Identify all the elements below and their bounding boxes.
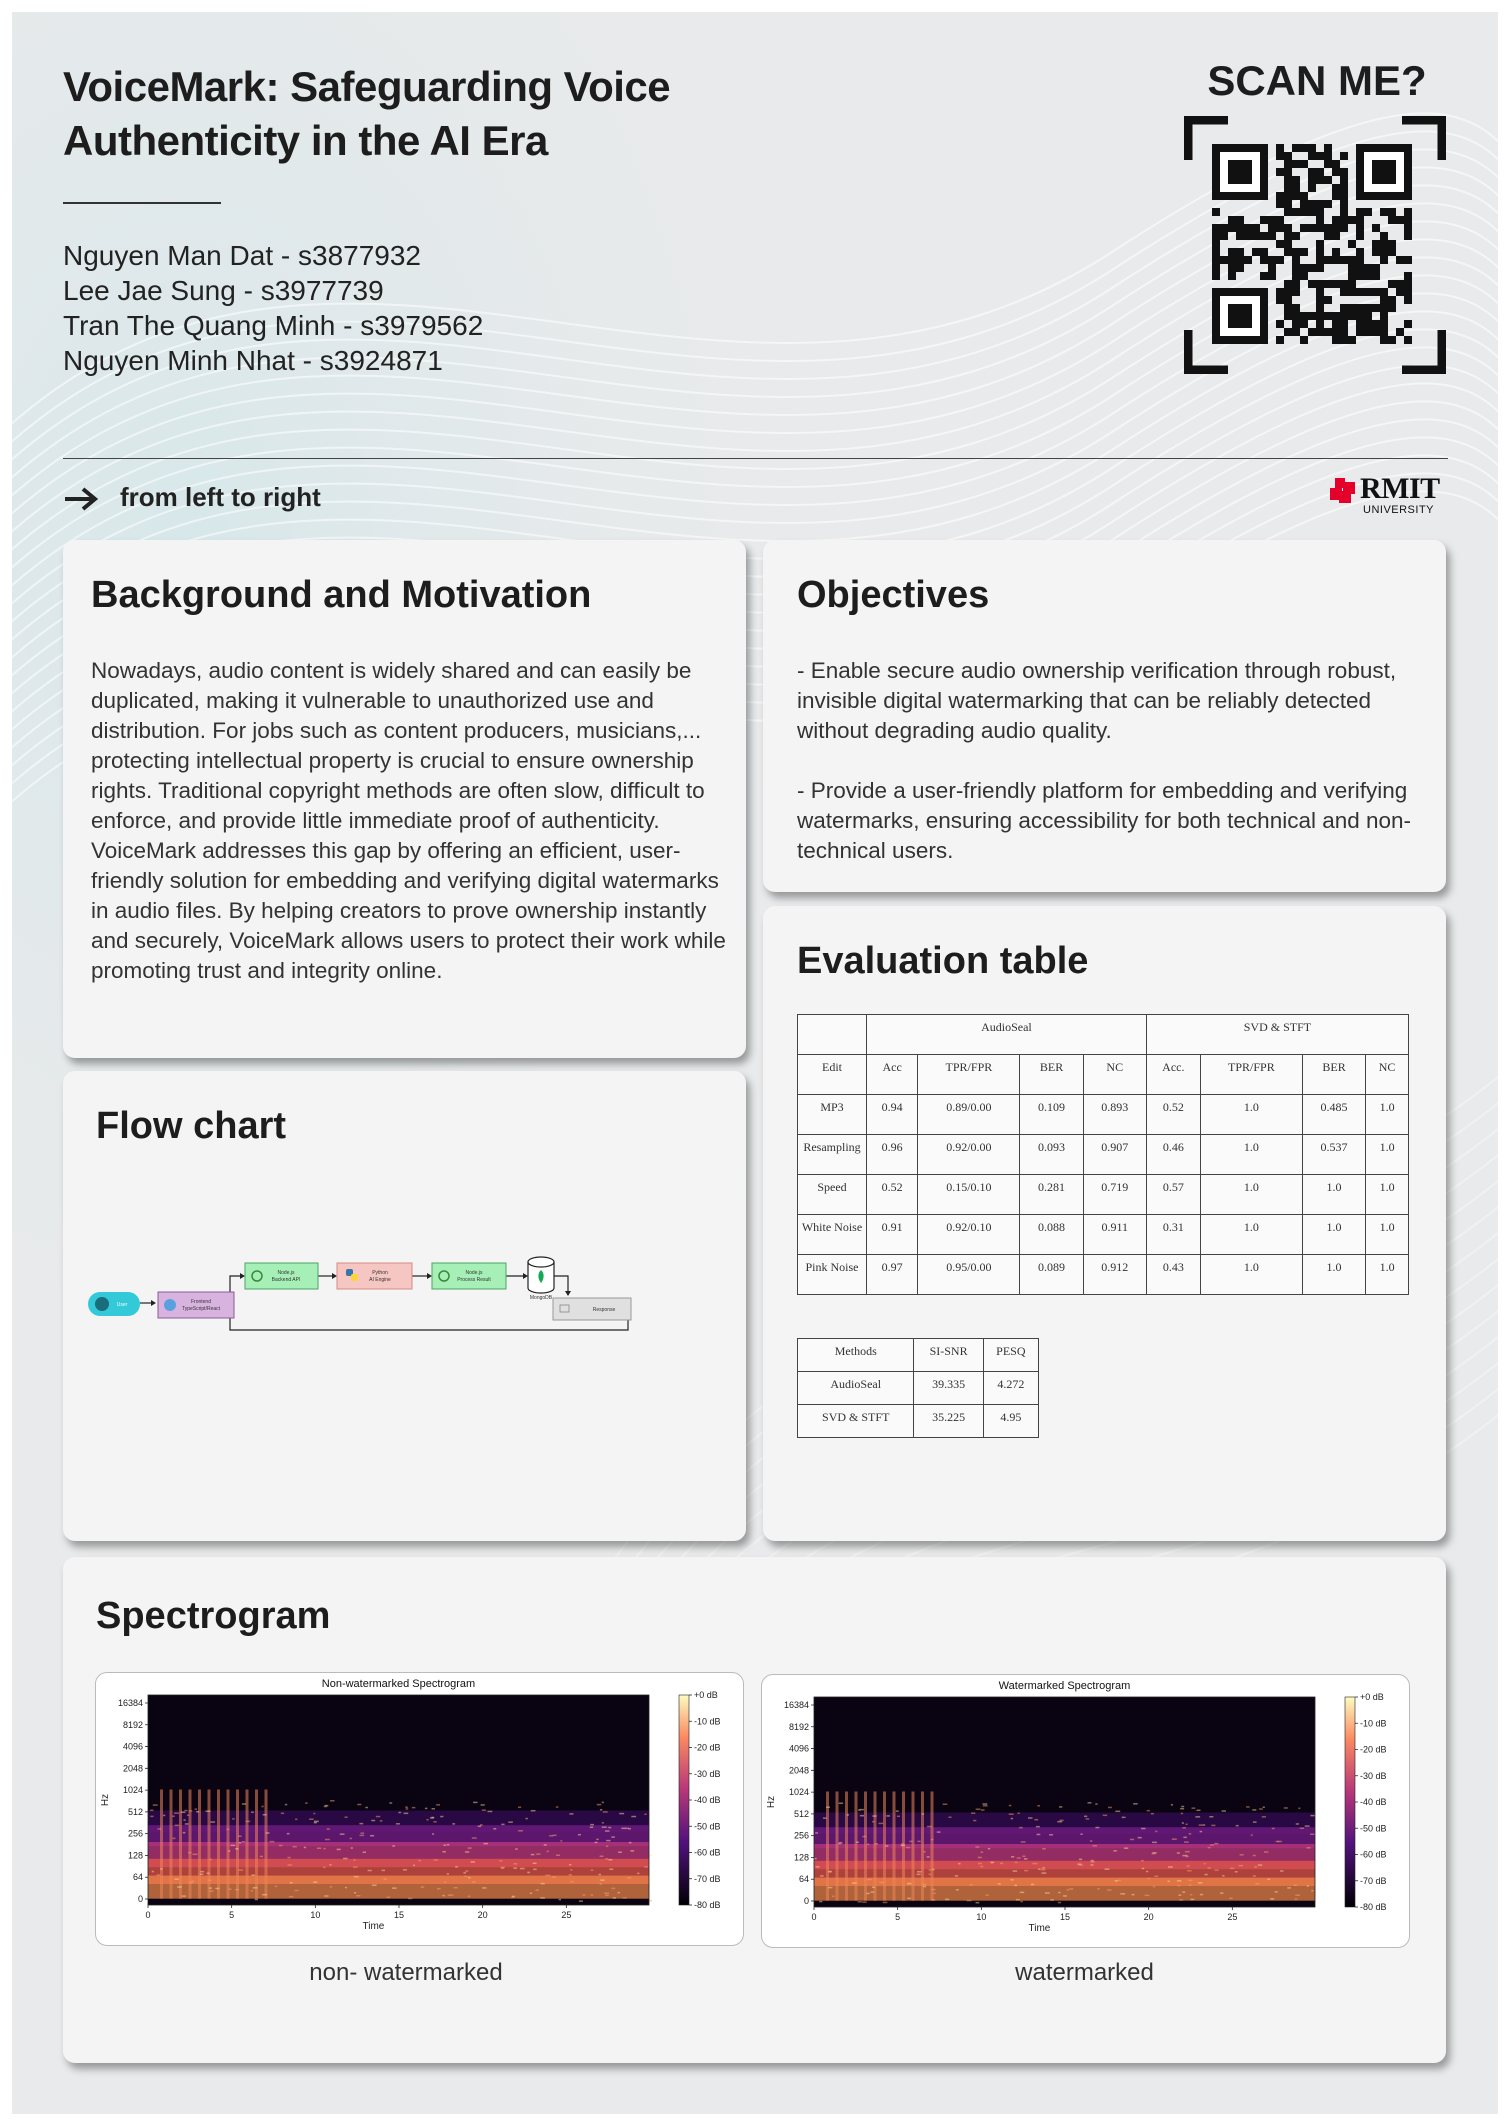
flowchart-diagram [88,1246,718,1386]
objectives-card [763,540,1446,892]
eval-cell: 0.109 [1020,1095,1083,1135]
y-tick-label: 0 [803,1896,809,1906]
eval-cell: 0.093 [1020,1135,1083,1175]
flow-response-label: Response [592,1307,616,1313]
eval-cell: 0.281 [1020,1175,1083,1215]
spectrogram-left-plot [96,1673,743,1945]
eval-column-header: Edit [798,1055,867,1095]
rmit-logo [1330,472,1450,518]
quality-header-row [798,1339,1039,1372]
y-tick-label: 64 [798,1874,809,1885]
x-tick-label: 20 [1143,1912,1154,1922]
spectrogram-non-watermarked [95,1672,744,1946]
x-tick-label: 10 [976,1912,987,1922]
eval-column-header: Acc. [1146,1055,1200,1095]
eval-column-header: NC [1366,1055,1409,1095]
colorbar-tick-label: -10 dB [694,1716,721,1727]
author-4: Nguyen Minh Nhat - s3924871 [63,345,443,376]
flow-backend-node [245,1263,318,1289]
rmit-subtext: UNIVERSITY [1363,504,1435,516]
y-tick-label: 4096 [788,1743,809,1754]
eval-column-header: Acc [867,1055,918,1095]
eval-cell: 0.089 [1020,1255,1083,1295]
objectives-heading: Objectives [797,574,990,616]
x-tick-label: 5 [895,1912,901,1922]
eval-cell: 1.0 [1366,1215,1409,1255]
eval-cell: 1.0 [1302,1175,1365,1215]
eval-cell: 0.57 [1146,1175,1200,1215]
eval-cell: 0.31 [1146,1215,1200,1255]
author-list [63,238,483,378]
quality-column-header: PESQ [983,1339,1038,1372]
y-tick-label: 1024 [788,1787,809,1798]
eval-cell: 0.537 [1302,1135,1365,1175]
y-tick-label: 256 [793,1830,809,1841]
eval-row [798,1135,1409,1175]
x-tick-label: 10 [310,1910,321,1920]
evaluation-heading: Evaluation table [797,940,1089,982]
caption-non-watermarked: non- watermarked [309,1959,503,1986]
eval-cell: 1.0 [1200,1095,1302,1135]
x-tick-label: 15 [393,1910,405,1920]
eval-row [798,1095,1409,1135]
y-tick-label: 2048 [122,1763,143,1774]
colorbar-tick-label: -50 dB [694,1821,721,1832]
eval-cell: 1.0 [1366,1175,1409,1215]
reading-order-label: from left to right [120,482,321,512]
colorbar-tick-label: -70 dB [1360,1875,1387,1886]
quality-row-label: SVD & STFT [798,1405,914,1438]
eval-cell: 0.15/0.10 [918,1175,1020,1215]
evaluation-table [797,1014,1409,1295]
flow-frontend-label-1: Frontend [190,1299,212,1305]
eval-cell: 0.92/0.10 [918,1215,1020,1255]
eval-row-label: MP3 [798,1095,867,1135]
eval-cell: 1.0 [1302,1215,1365,1255]
author-1: Nguyen Man Dat - s3877932 [63,240,421,271]
quality-row [798,1372,1039,1405]
eval-cell: 0.907 [1083,1135,1146,1175]
eval-row-label: Speed [798,1175,867,1215]
eval-row-label: White Noise [798,1215,867,1255]
eval-group-audioseal: AudioSeal [867,1015,1147,1055]
eval-cell: 0.89/0.00 [918,1095,1020,1135]
eval-row [798,1215,1409,1255]
eval-column-header: BER [1302,1055,1365,1095]
eval-cell: 0.912 [1083,1255,1146,1295]
flow-process-node [432,1263,506,1289]
flow-response-node [553,1298,631,1320]
colorbar-tick-label: +0 dB [1360,1692,1384,1702]
y-tick-label: 512 [127,1806,143,1817]
eval-row [798,1175,1409,1215]
eval-group-svd: SVD & STFT [1146,1015,1408,1055]
background-heading: Background and Motivation [91,574,592,616]
flow-frontend-label-2: TypeScript/React [181,1306,221,1312]
eval-header-row [798,1055,1409,1095]
header-divider [63,458,1448,459]
flowchart-heading: Flow chart [96,1105,287,1147]
y-tick-label: 2048 [788,1765,809,1776]
quality-cell: 4.95 [983,1405,1038,1438]
evaluation-card [763,906,1446,1541]
eval-cell: 0.94 [867,1095,918,1135]
eval-cell: 0.91 [867,1215,918,1255]
eval-column-header: NC [1083,1055,1146,1095]
flow-process-label-1: Node.js [465,1270,483,1276]
eval-corner-cell [798,1015,867,1055]
quality-table [797,1338,1039,1438]
colorbar-tick-label: -60 dB [694,1847,721,1858]
x-tick-label: 5 [229,1910,235,1920]
eval-cell: 1.0 [1366,1255,1409,1295]
colorbar-tick-label: -10 dB [1360,1718,1387,1729]
y-axis-label: Hz [766,1795,777,1809]
y-tick-label: 4096 [122,1741,143,1752]
eval-column-header: TPR/FPR [1200,1055,1302,1095]
rmit-pixel-icon [1330,478,1358,506]
eval-row-label: Resampling [798,1135,867,1175]
colorbar-tick-label: -30 dB [1360,1770,1387,1781]
eval-cell: 0.893 [1083,1095,1146,1135]
title-line-2: Authenticity in the AI Era [63,117,548,164]
x-tick-label: 15 [1059,1912,1071,1922]
flow-database-label: MongoDB [529,1295,553,1301]
spectrogram-title: Watermarked Spectrogram [998,1680,1131,1692]
caption-watermarked: watermarked [1015,1959,1154,1986]
eval-cell: 0.52 [867,1175,918,1215]
eval-cell: 0.719 [1083,1175,1146,1215]
eval-cell: 0.95/0.00 [918,1255,1020,1295]
y-tick-label: 1024 [122,1785,143,1796]
x-tick-label: 25 [1227,1912,1238,1922]
flow-user-node [88,1292,140,1316]
author-2: Lee Jae Sung - s3977739 [63,275,384,306]
y-tick-label: 16384 [783,1700,809,1710]
x-axis-label: Time [1028,1923,1051,1934]
spectrogram-heading: Spectrogram [96,1595,331,1637]
author-3: Tran The Quang Minh - s3979562 [63,310,484,341]
quality-row-label: AudioSeal [798,1372,914,1405]
title-divider [63,202,221,204]
eval-cell: 0.911 [1083,1215,1146,1255]
flow-user-label: User [116,1302,128,1308]
flow-python-label-2: AI Engine [369,1277,391,1283]
y-tick-label: 64 [132,1872,143,1883]
spectrogram-right-plot [762,1675,1409,1947]
spectrogram-title: Non-watermarked Spectrogram [321,1678,476,1690]
y-tick-label: 8192 [788,1721,809,1732]
objective-1: - Enable secure audio ownership verification through robust, invisible digital watermarking that can be reliably detected without degrading audio quality. [797,658,1397,743]
eval-cell: 0.485 [1302,1095,1365,1135]
poster [12,12,1498,2114]
colorbar [679,1695,689,1905]
eval-cell: 0.96 [867,1135,918,1175]
objective-2: - Provide a user-friendly platform for embedding and verifying watermarks, ensuring accessibility for both technical and non-technical users. [797,778,1412,863]
eval-cell: 1.0 [1302,1255,1365,1295]
colorbar-tick-label: -30 dB [694,1768,721,1779]
flowchart-card [63,1071,746,1541]
flow-process-label-2: Process Result [457,1277,491,1283]
y-tick-label: 0 [137,1894,143,1904]
eval-cell: 0.52 [1146,1095,1200,1135]
x-axis-label: Time [362,1921,385,1932]
eval-cell: 0.46 [1146,1135,1200,1175]
x-tick-label: 20 [477,1910,488,1920]
y-tick-label: 8192 [122,1719,143,1730]
eval-row-label: Pink Noise [798,1255,867,1295]
eval-cell: 0.43 [1146,1255,1200,1295]
x-tick-label: 25 [561,1910,572,1920]
eval-cell: 0.92/0.00 [918,1135,1020,1175]
colorbar [1345,1697,1355,1907]
eval-cell: 1.0 [1366,1095,1409,1135]
y-tick-label: 16384 [117,1698,143,1708]
eval-cell: 1.0 [1200,1135,1302,1175]
qr-code[interactable] [1184,116,1446,374]
eval-cell: 1.0 [1200,1215,1302,1255]
flow-backend-label-2: Backend API [271,1277,301,1283]
y-tick-label: 128 [127,1850,143,1861]
rmit-wordmark: RMIT [1360,472,1440,505]
background-text: Nowadays, audio content is widely shared and can easily be duplicated, making it vulnerable to unauthorized use and distribution. For jobs such as content producers, musicians,... protecting intellectual property is crucial to ensure ownership rights. Traditional copyright methods are often slow, difficult to enforce, and provide little immediate proof of authenticity. VoiceMark addresses this gap by offering an efficient, user-friendly solution for embedding and verifying digital watermarks in audio files. By helping creators to prove ownership instantly and securely, VoiceMark allows users to protect their work while promoting trust and integrity online. [91,658,726,983]
flow-database-node [528,1257,554,1301]
quality-cell: 39.335 [914,1372,983,1405]
quality-column-header: SI-SNR [914,1339,983,1372]
eval-column-header: BER [1020,1055,1083,1095]
colorbar-tick-label: -80 dB [1360,1902,1387,1912]
colorbar-tick-label: -70 dB [694,1873,721,1884]
y-tick-label: 512 [793,1808,809,1819]
quality-column-header: Methods [798,1339,914,1372]
quality-cell: 35.225 [914,1405,983,1438]
x-tick-label: 0 [811,1912,817,1922]
y-axis-label: Hz [100,1793,111,1807]
flow-frontend-node [158,1292,234,1318]
eval-cell: 0.088 [1020,1215,1083,1255]
colorbar-tick-label: -20 dB [694,1742,721,1753]
scan-label: SCAN ME? [1207,57,1427,104]
y-tick-label: 256 [127,1828,143,1839]
eval-cell: 1.0 [1366,1135,1409,1175]
flow-python-label-1: Python [372,1270,388,1276]
eval-cell: 1.0 [1200,1175,1302,1215]
colorbar-tick-label: -40 dB [694,1795,721,1805]
poster-title [63,60,763,168]
eval-cell: 1.0 [1200,1255,1302,1295]
colorbar-tick-label: -50 dB [1360,1823,1387,1834]
colorbar-tick-label: -60 dB [1360,1849,1387,1860]
spectrogram-watermarked [761,1674,1410,1948]
eval-cell: 0.97 [867,1255,918,1295]
x-tick-label: 0 [145,1910,151,1920]
eval-column-header: TPR/FPR [918,1055,1020,1095]
quality-cell: 4.272 [983,1372,1038,1405]
spectrogram-card [63,1557,1446,2063]
colorbar-tick-label: +0 dB [694,1690,718,1700]
background-card [63,540,746,1058]
colorbar-tick-label: -20 dB [1360,1744,1387,1755]
flow-python-node [337,1263,412,1289]
quality-row [798,1405,1039,1438]
title-line-1: VoiceMark: Safeguarding Voice [63,63,671,110]
colorbar-tick-label: -40 dB [1360,1797,1387,1807]
colorbar-tick-label: -80 dB [694,1900,721,1910]
y-tick-label: 128 [793,1852,809,1863]
arrow-right-icon [63,487,101,511]
flow-backend-label-1: Node.js [277,1270,295,1276]
eval-row [798,1255,1409,1295]
